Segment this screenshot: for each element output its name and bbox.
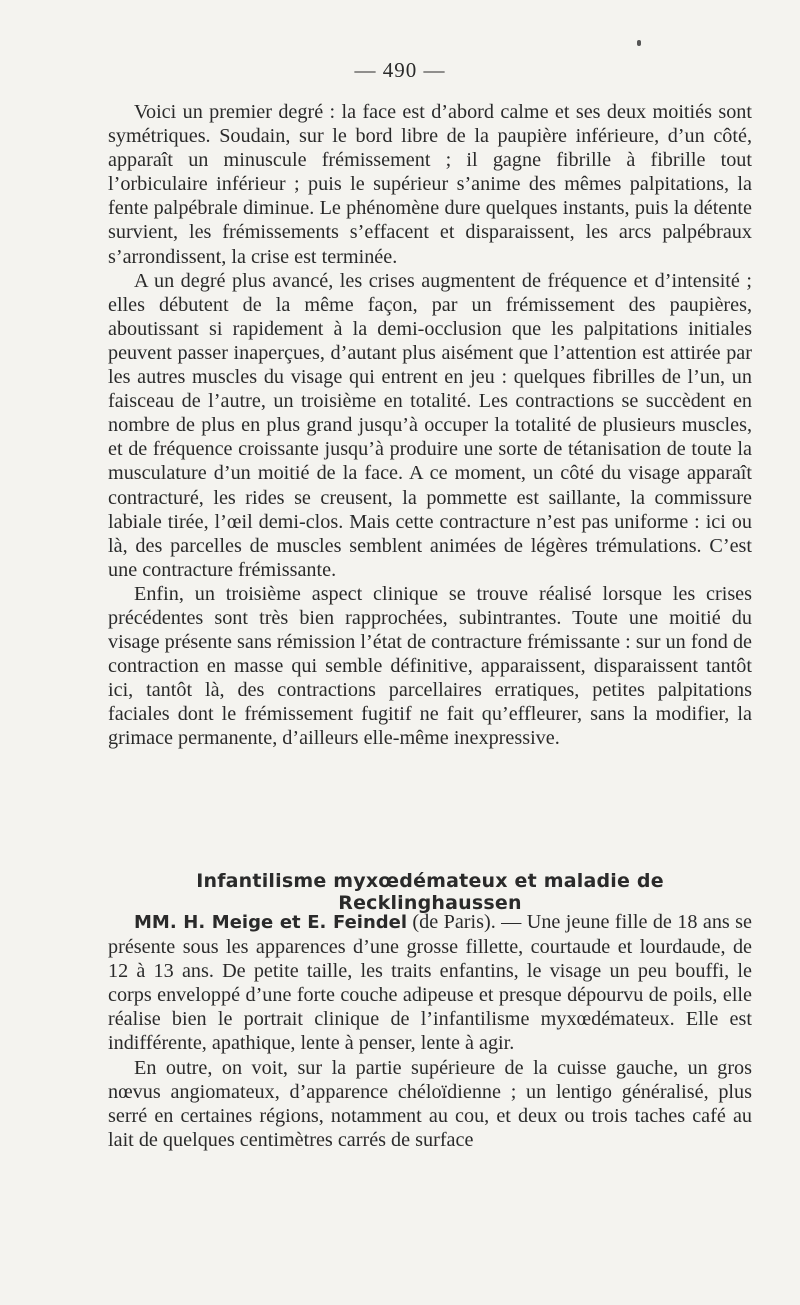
section-1-text	[108, 100, 752, 751]
paragraph	[108, 910, 752, 1056]
section-heading: Infantilisme myxœdémateux et maladie de Recklinghaussen	[196, 870, 664, 914]
ink-speck	[637, 40, 641, 46]
paragraph-text: (de Paris). — Une jeune fille de 18 ans se présente sous les apparences d’une grosse fillette, courtaude et lourdaude, de 12 à 13 ans. De petite taille, les traits enfantins, le visage un peu bouffi, le corps enveloppé d’une forte couche adipeuse et presque dépourvu de poils, elle réalise bien le portrait clinique de l’infantilisme myxœdémateux. Elle est indifférente, apathique, lente à penser, lente à agir.	[108, 911, 752, 1055]
authors: MM. H. Meige et E. Feindel	[134, 912, 408, 933]
paragraph: Voici un premier degré : la face est d’abord calme et ses deux moitiés sont symétriques. Soudain, sur le bord libre de la paupière inférieure, d’un côté, apparaît un minuscule frémissement ; il gagne fibrille à fibrille tout l’orbiculaire inférieur ; puis le supérieur s’anime des mêmes palpitations, la fente palpébrale diminue. Le phénomène dure quelques instants, puis la détente survient, les frémissements s’effacent et disparaissent, les arcs palpébraux s’arrondissent, la crise est terminée.	[108, 101, 752, 268]
paragraph: Enfin, un troisième aspect clinique se trouve réalisé lorsque les crises précédentes sont très bien rapprochées, subintrantes. Toute une moitié du visage présente sans rémission l’état de contracture frémissante : sur un fond de contraction en masse qui semble définitive, apparaissent, disparaissent tantôt ici, tantôt là, des contractions parcellaires erratiques, petites palpitations faciales dont le frémissement fugitif ne fait qu’effleurer, sans la modifier, la grimace permanente, d’ailleurs elle-même inexpressive.	[108, 582, 752, 750]
page-number: — 490 —	[354, 58, 446, 82]
section-2-text	[108, 910, 752, 1152]
paragraph: A un degré plus avancé, les crises augmentent de fréquence et d’intensité ; elles débutent de la même façon, par un frémissement des paupières, aboutissant si rapidement à la demi-occlusion que les palpitations initiales peuvent passer inaperçues, d’autant plus aisément que l’attention est attirée par les autres muscles du visage qui entrent en jeu : quelques fibrilles de l’un, un faisceau de l’autre, un troisième en totalité. Les contractions se succèdent en nombre de plus en plus grand jusqu’à occuper la totalité de plusieurs muscles, et de fréquence croissante jusqu’à produire une sorte de tétanisation de toute la musculature d’un moitié de la face. A ce moment, un côté du visage apparaît contracturé, les rides se creusent, la pommette est saillante, la commissure labiale tirée, l’œil demi-clos. Mais cette contracture n’est pas uniforme : ici ou là, des parcelles de muscles semblent animées de légères trémulations. C’est une contracture frémissante.	[108, 269, 752, 581]
paragraph: En outre, on voit, sur la partie supérieure de la cuisse gauche, un gros nœvus angiomateux, d’apparence chéloïdienne ; un lentigo généralisé, plus serré en certaines régions, notamment au cou, et deux ou trois taches café au lait de quelques centimètres carrés de surface	[108, 1056, 752, 1151]
